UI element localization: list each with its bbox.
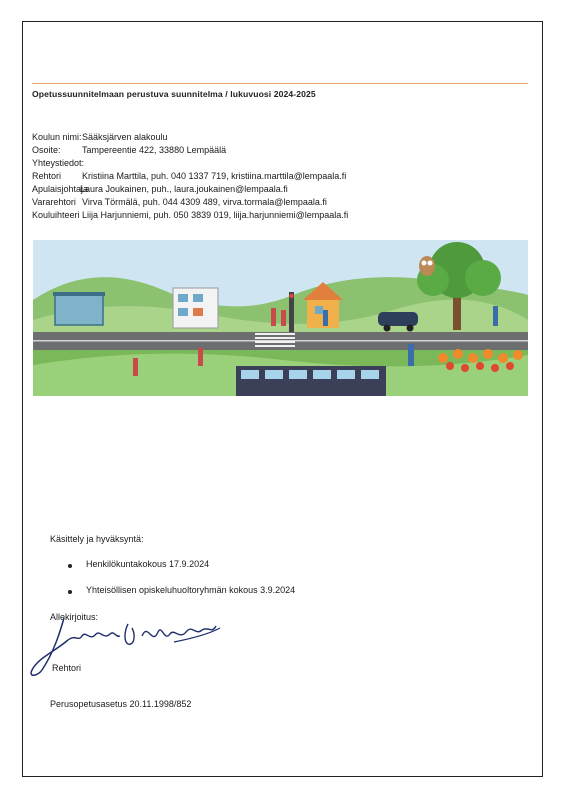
info-label: Koulun nimi:	[32, 132, 82, 142]
header-rule	[32, 83, 528, 84]
info-label: Vararehtori	[32, 197, 76, 207]
info-label: Yhteystiedot:	[32, 158, 85, 168]
town-illustration	[33, 240, 528, 396]
signature-label: Allekirjoitus:	[50, 612, 99, 622]
info-value: Kristiina Marttila, puh. 040 1337 719, kristiina.marttila@lempaala.fi	[82, 171, 347, 181]
info-label: Kouluihteeri	[32, 210, 80, 220]
info-label: Rehtori	[32, 171, 62, 181]
approval-item: Yhteisöllisen opiskeluhuoltoryhmän kokous 3.9.2024	[86, 585, 296, 595]
approval-item: Henkilökuntakokous 17.9.2024	[86, 559, 210, 569]
info-value: Tampereentie 422, 33880 Lempäälä	[82, 145, 227, 155]
info-value: Virva Törmälä, puh. 044 4309 489, virva.tormala@lempaala.fi	[82, 197, 327, 207]
bullet-icon	[68, 564, 72, 568]
info-value: Sääksjärven alakoulu	[82, 132, 168, 142]
info-label: Apulaisjohtaja	[32, 184, 89, 194]
legal-reference: Perusopetusasetus 20.11.1998/852	[50, 699, 192, 709]
town-illustration-svg	[33, 240, 528, 396]
info-value: Laura Joukainen, puh., laura.joukainen@lempaala.fi	[80, 184, 288, 194]
bullet-icon	[68, 590, 72, 594]
signature-role: Rehtori	[52, 663, 82, 673]
approval-heading: Käsittely ja hyväksyntä:	[50, 534, 144, 544]
info-label: Osoite:	[32, 145, 61, 155]
info-value: Liija Harjunniemi, puh. 050 3839 019, liija.harjunniemi@lempaala.fi	[82, 210, 349, 220]
document-heading: Opetussuunnitelmaan perustuva suunnitelma / lukuvuosi 2024-2025	[32, 89, 316, 99]
